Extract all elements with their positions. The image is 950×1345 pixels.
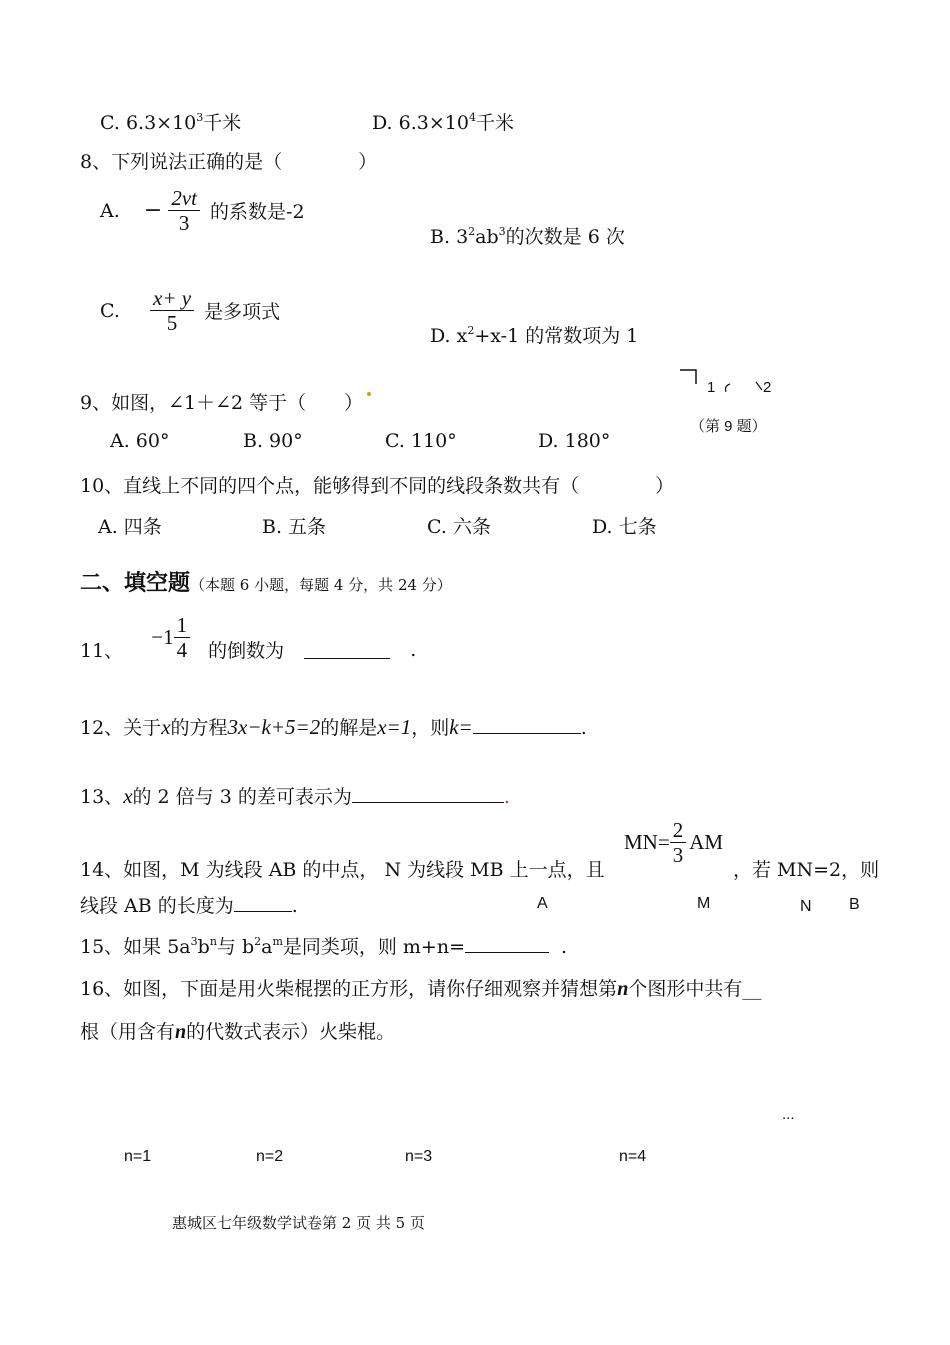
q8-option-a-text: 的系数是-2 — [210, 201, 305, 223]
q14-mn-formula — [624, 818, 723, 867]
section-title: 二、填空题 — [80, 571, 191, 596]
q7-option-d — [372, 108, 514, 135]
q14-mn-suffix: AM — [689, 830, 724, 854]
q8-option-a-denominator: 3 — [178, 211, 190, 235]
q14-answer-blank — [234, 893, 292, 912]
q16-label-n2: n=2 — [256, 1148, 284, 1165]
q7-option-d-exponent: 4 — [468, 111, 476, 124]
q13-text: 的 2 倍与 3 的差可表示为 — [132, 786, 352, 808]
q16-var-n-2: n — [175, 1021, 187, 1043]
q12 — [80, 713, 587, 740]
q8-option-b-label: B. — [430, 226, 451, 248]
q7-option-c — [100, 108, 241, 135]
q11-fraction-denominator: 4 — [174, 637, 191, 662]
q9-figure-caption: （第 9 题） — [690, 418, 767, 435]
q9-right-angle-mark — [680, 370, 696, 384]
q16-var-n: n — [617, 978, 629, 1000]
q8-option-d-exponent: 2 — [467, 324, 475, 337]
q9-option-b: B. 90° — [243, 430, 303, 452]
q9-answer-dot — [367, 392, 371, 396]
q12-var-x: x — [161, 715, 171, 739]
q12-equation: 3x−k+5=2 — [227, 715, 321, 739]
q9-option-d: D. 180° — [538, 430, 611, 452]
q16-line2b: 的代数式表示）火柴棍。 — [186, 1021, 396, 1043]
q16-label-n1: n=1 — [124, 1148, 152, 1165]
q8-option-b — [430, 222, 625, 249]
q16-ellipsis: ... — [782, 1106, 795, 1123]
q12-period: . — [580, 717, 587, 739]
q14-mn-numerator: 2 — [670, 818, 687, 843]
q15-exp1: 3 — [190, 935, 198, 948]
q9-option-a: A. 60° — [110, 430, 170, 452]
q15 — [80, 932, 567, 959]
q8-option-a-fraction — [168, 186, 200, 235]
q10-option-d: D. 七条 — [592, 516, 657, 538]
q7-option-c-text: C. 6.3×10 — [100, 112, 197, 134]
q15-exp4: m — [272, 935, 283, 948]
q10-stem: 10、直线上不同的四个点，能够得到不同的线段条数共有（ ） — [80, 475, 675, 497]
page-footer: 惠城区七年级数学试卷第 2 页 共 5 页 — [172, 1214, 425, 1232]
q7-option-d-unit: 千米 — [475, 112, 514, 134]
q14-point-b: B — [849, 896, 860, 913]
q13-var-x: x — [123, 784, 133, 808]
q12-solution: x=1 — [377, 715, 412, 739]
q8-option-a — [100, 186, 305, 235]
q11-fraction-numerator: 1 — [176, 613, 188, 637]
q9-stem: 9、如图，∠1＋∠2 等于（ ） — [80, 392, 364, 414]
q8-option-b-mid: ab — [475, 226, 499, 248]
q8-option-a-sign: − — [143, 198, 163, 223]
q11-period: . — [410, 638, 417, 661]
q15-exp2: n — [209, 935, 217, 948]
q7-option-c-exponent: 3 — [196, 111, 204, 124]
q14-line2-text: 线段 AB 的长度为 — [80, 895, 234, 917]
q14-line2 — [80, 891, 298, 918]
q11 — [80, 612, 416, 663]
q9-angle2-label: 2 — [763, 379, 772, 396]
q8-option-b-text: 的次数是 6 次 — [505, 226, 625, 248]
q7-option-d-text: D. 6.3×10 — [372, 112, 469, 134]
q14-line2-period: . — [291, 895, 298, 917]
q16-line2 — [80, 1017, 395, 1044]
q12-mid3: ，则 — [411, 717, 450, 739]
q11-fraction — [174, 613, 191, 662]
q11-text: 的倒数为 — [208, 640, 285, 662]
q10-option-c: C. 六条 — [427, 516, 491, 538]
q15-period: . — [561, 936, 568, 958]
q15-part2: b — [197, 936, 210, 958]
q15-part4: a — [261, 936, 273, 958]
q14-point-a: A — [537, 895, 548, 912]
q8-option-d-text: +x-1 的常数项为 1 — [474, 325, 639, 347]
q16-line2a: 根（用含有 — [80, 1021, 176, 1043]
q14-line1-end: ，若 MN=2，则 — [733, 859, 880, 881]
q9-angle1-arc — [726, 384, 731, 392]
q13-period: . — [503, 786, 510, 808]
q12-var-k: k= — [449, 715, 473, 739]
q9-angle1-label: 1 — [707, 379, 716, 396]
q13-answer-blank — [352, 784, 504, 803]
q10-option-b: B. 五条 — [262, 516, 327, 538]
q8-option-d-base: x — [456, 325, 468, 347]
q9-angle2-arc — [756, 382, 762, 390]
q8-option-a-label: A. — [100, 199, 120, 222]
q14-mn-denominator: 3 — [672, 843, 684, 867]
q8-option-c-denominator: 5 — [166, 311, 178, 335]
q9-option-c: C. 110° — [385, 430, 457, 452]
q8-option-d — [430, 321, 638, 348]
q16-label-n3: n=3 — [405, 1148, 433, 1165]
q10-option-a: A. 四条 — [98, 516, 162, 538]
q14-point-n: N — [800, 898, 812, 915]
q12-mid2: 的解是 — [320, 717, 378, 739]
q14-mn-fraction — [670, 818, 687, 867]
q15-part5: 是同类项，则 m+n= — [282, 936, 466, 958]
q15-part1: 15、如果 5a — [80, 936, 191, 958]
section-heading — [80, 566, 452, 597]
q15-answer-blank — [465, 934, 549, 953]
q8-option-a-numerator: 2vt — [168, 186, 200, 211]
q12-prefix: 12、关于 — [80, 717, 162, 739]
q8-option-c-fraction — [150, 286, 194, 335]
q14-line1: 14、如图，M 为线段 AB 的中点， N 为线段 MB 上一点，且 — [80, 859, 605, 881]
q11-answer-blank — [304, 640, 390, 659]
q8-option-c-numerator: x+ y — [150, 286, 194, 311]
q8-option-c-label: C. — [100, 299, 120, 322]
q15-exp3: 2 — [254, 935, 262, 948]
q7-option-c-unit: 千米 — [203, 112, 242, 134]
q8-option-b-base: 3 — [456, 226, 469, 248]
q13-prefix: 13、 — [80, 786, 124, 808]
q8-option-c — [100, 286, 280, 335]
q12-answer-blank — [473, 715, 581, 734]
q16-label-n4: n=4 — [619, 1148, 647, 1165]
q14-mn-prefix: MN= — [624, 830, 670, 854]
q16-line1 — [80, 974, 761, 1001]
q11-number: 11、 — [80, 640, 124, 662]
q11-whole: −1 — [151, 625, 174, 649]
q14-point-m: M — [697, 895, 711, 912]
q15-part3: 与 b — [216, 936, 255, 958]
q8-option-d-label: D. — [430, 325, 451, 347]
q16-line1-text: 16、如图，下面是用火柴棍摆的正方形，请你仔细观察并猜想第 — [80, 978, 618, 1000]
q16-line1-end: 个图形中共有__ — [628, 978, 762, 1000]
q8-option-b-exp1: 2 — [468, 225, 476, 238]
section-note: （本题 6 小题，每题 4 分，共 24 分） — [190, 576, 452, 594]
q8-option-c-text: 是多项式 — [204, 301, 281, 323]
q8-stem: 8、下列说法正确的是（ ） — [80, 151, 378, 173]
q8-option-b-exp2: 3 — [498, 225, 506, 238]
q13 — [80, 782, 510, 809]
q12-mid1: 的方程 — [170, 717, 228, 739]
